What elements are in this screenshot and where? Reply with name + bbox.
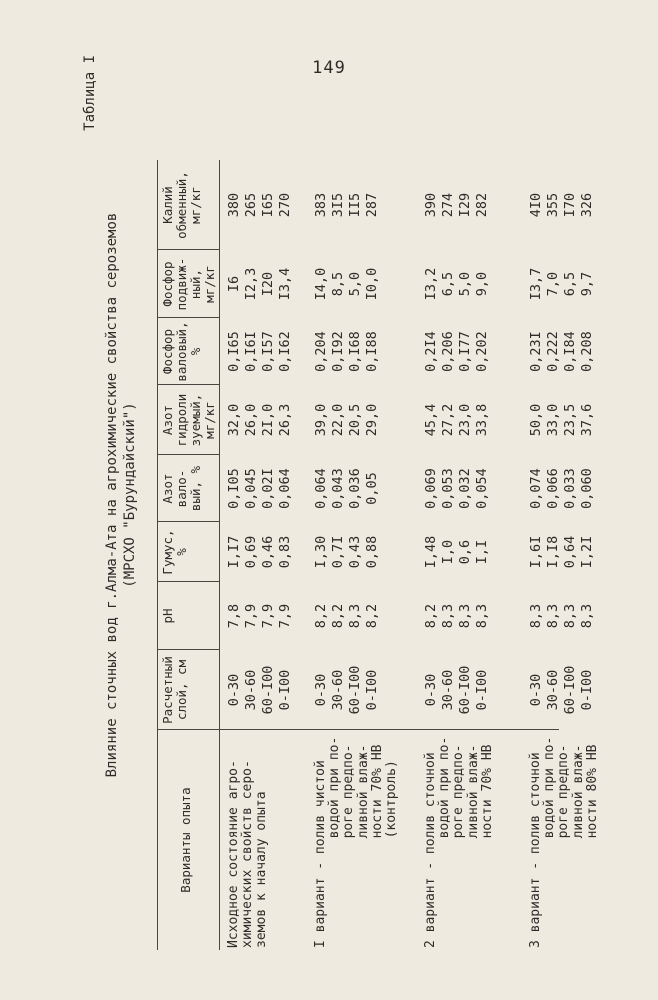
table-cell: 0,83	[277, 535, 293, 569]
table-cell: 8,3	[545, 603, 561, 629]
variant-label: 2 вариант - полив сточной водой при по- роге предпо- ливной влаж- ности 70% НВ	[423, 736, 495, 948]
table-cell: 32,0	[226, 403, 242, 437]
table-cell: 30-60	[330, 669, 346, 711]
table-cell: 265	[243, 192, 259, 218]
table-cell: I70	[562, 192, 578, 218]
table-cell: 0,I68	[347, 331, 363, 372]
table-cell: 50,0	[528, 403, 544, 437]
table-cell: 60-I00	[562, 665, 578, 715]
table-cell: 0,7I	[330, 535, 346, 569]
table-cell: I0,0	[364, 267, 380, 301]
table-cell: 0,202	[474, 331, 490, 372]
table-cell: 8,3	[562, 603, 578, 629]
table-cell: 8,2	[330, 603, 346, 629]
table-cell: 8,3	[457, 603, 473, 629]
table-cell: I,I	[474, 539, 490, 565]
data-table	[157, 40, 600, 950]
table-label: Таблица I	[82, 55, 98, 131]
table-cell: 33,0	[545, 403, 561, 437]
table-cell: I,48	[423, 535, 439, 569]
table-cell: 0,05	[364, 472, 380, 505]
table-cell: 23,5	[562, 403, 578, 437]
table-cell: 0,I05	[226, 468, 242, 509]
table-cell: I4,0	[313, 267, 329, 301]
table-cell: 9,0	[474, 271, 490, 297]
table-cell: 7,0	[545, 271, 561, 297]
column-header: Калий обменный, мг/кг	[160, 171, 203, 239]
column-header: Азот вало- вый, %	[160, 465, 203, 512]
table-cell: 0,204	[313, 331, 329, 372]
table-cell: 8,3	[347, 603, 363, 629]
table-cell: 5,0	[347, 271, 363, 297]
table-cell: 0,64	[562, 535, 578, 569]
table-cell: 0,222	[545, 331, 561, 372]
table-cell: 383	[313, 192, 329, 218]
table-cell: 20,5	[347, 403, 363, 437]
table-cell: I20	[260, 271, 276, 297]
table-cell: 7,9	[260, 603, 276, 629]
table-cell: 7,9	[277, 603, 293, 629]
table-cell: 0,I57	[260, 331, 276, 372]
variant-label: I вариант - полив чистой водой при по- роге предпо- ливной влаж- ности 70% НВ (контроль)	[313, 736, 400, 948]
table-cell: 22,0	[330, 403, 346, 437]
table-cell: I3,2	[423, 267, 439, 301]
table-cell: 45,4	[423, 403, 439, 437]
table-cell: 30-60	[243, 669, 259, 711]
table-cell: 39,0	[313, 403, 329, 437]
table-cell: 29,0	[364, 403, 380, 437]
table-cell: 0,066	[545, 468, 561, 509]
table-cell: I,6I	[528, 535, 544, 569]
table-cell: 0,064	[277, 468, 293, 509]
table-cell: 0,060	[579, 468, 595, 509]
table-cell: 355	[545, 192, 561, 218]
table-cell: 23,0	[457, 403, 473, 437]
table-cell: I2,3	[243, 267, 259, 301]
table-cell: 0,043	[330, 468, 346, 509]
table-cell: 0,069	[423, 468, 439, 509]
table-cell: 0-30	[528, 673, 544, 707]
table-cell: 0,206	[440, 331, 456, 372]
table-cell: 33,8	[474, 403, 490, 437]
table-cell: 30-60	[440, 669, 456, 711]
table-cell: 0,23I	[528, 331, 544, 372]
table-title: Влияние сточных вод г.Алма-Ата на агрохимические свойства сероземов	[104, 212, 120, 778]
table-cell: 8,3	[579, 603, 595, 629]
table-cell: 0,053	[440, 468, 456, 509]
table-cell: 0,036	[347, 468, 363, 509]
table-cell: 270	[277, 192, 293, 218]
table-cell: 0,045	[243, 468, 259, 509]
table-cell: I,0	[440, 539, 456, 565]
table-cell: 380	[226, 192, 242, 218]
column-header: Азот гидроли зуемый, мг/кг	[160, 393, 217, 447]
table-cell: 8,5	[330, 271, 346, 297]
table-cell: 0,88	[364, 535, 380, 569]
table-cell: I,2I	[579, 535, 595, 569]
table-cell: I,I8	[545, 535, 561, 569]
table-cell: 4I0	[528, 192, 544, 218]
table-cell: 3I5	[330, 192, 346, 218]
table-cell: 6,5	[562, 271, 578, 297]
table-cell: 0,I92	[330, 331, 346, 372]
table-cell: 8,2	[423, 603, 439, 629]
table-cell: 60-I00	[260, 665, 276, 715]
table-cell: 60-I00	[347, 665, 363, 715]
column-header: Варианты опыта	[178, 787, 193, 893]
table-cell: I,30	[313, 535, 329, 569]
page-number: 149	[312, 58, 346, 78]
column-header: pH	[160, 608, 175, 624]
table-cell: 0,I77	[457, 331, 473, 372]
table-cell: 9,7	[579, 271, 595, 297]
table-cell: II5	[347, 192, 363, 218]
table-cell: I65	[260, 192, 276, 218]
table-cell: 287	[364, 192, 380, 218]
table-cell: 8,2	[364, 603, 380, 629]
table-cell: 0-30	[226, 673, 242, 707]
table-cell: 8,3	[440, 603, 456, 629]
table-cell: 0,033	[562, 468, 578, 509]
table-cell: 27,2	[440, 403, 456, 437]
table-cell: 0,032	[457, 468, 473, 509]
table-cell: 0-30	[423, 673, 439, 707]
table-cell: 0-I00	[277, 669, 293, 711]
table-cell: 2I,0	[260, 403, 276, 437]
rotated-table-page	[75, 30, 600, 960]
table-cell: 5,0	[457, 271, 473, 297]
table-cell: 274	[440, 192, 456, 218]
table-cell: I3,4	[277, 267, 293, 301]
header-bottom-rule	[219, 160, 220, 950]
table-cell: 326	[579, 192, 595, 218]
table-cell: 0,074	[528, 468, 544, 509]
table-subtitle: (МРСХО "Бурундайский")	[122, 402, 138, 588]
table-cell: 26,3	[277, 403, 293, 437]
column-header: Фосфор вaловый, %	[160, 321, 203, 382]
table-cell: 26,0	[243, 403, 259, 437]
table-cell: 0,6	[457, 539, 473, 565]
table-cell: 60-I00	[457, 665, 473, 715]
table-cell: I,I7	[226, 535, 242, 569]
table-cell: 0,2I4	[423, 331, 439, 372]
table-cell: 8,3	[528, 603, 544, 629]
table-cell: 0,I84	[562, 331, 578, 372]
table-cell: I3,7	[528, 267, 544, 301]
table-cell: I6	[226, 275, 242, 293]
column-header: Фосфор подвиж- ный, мг/кг	[160, 257, 217, 311]
table-cell: 8,3	[474, 603, 490, 629]
table-cell: 0,02I	[260, 468, 276, 509]
variant-label: 3 вариант - полив сточной водой при по- роге предпо- ливной влаж- ности 80% НВ	[528, 736, 600, 948]
table-cell: 7,8	[226, 603, 242, 629]
table-cell: 0,064	[313, 468, 329, 509]
table-cell: 30-60	[545, 669, 561, 711]
table-cell: 0,43	[347, 535, 363, 569]
table-cell: 0,I6I	[243, 331, 259, 372]
table-cell: 282	[474, 192, 490, 218]
table-cell: 37,6	[579, 403, 595, 437]
table-cell: I29	[457, 192, 473, 218]
table-cell: 390	[423, 192, 439, 218]
table-cell: 0-30	[313, 673, 329, 707]
table-cell: 0-I00	[579, 669, 595, 711]
table-cell: 0,46	[260, 535, 276, 569]
table-cell: 0,208	[579, 331, 595, 372]
table-cell: 6,5	[440, 271, 456, 297]
table-cell: 8,2	[313, 603, 329, 629]
column-header: Гумус, %	[160, 529, 189, 575]
variant-label: Исходное состояние агро- химических свойств серо- земов к началу опыта	[226, 760, 270, 948]
table-cell: 0,I62	[277, 331, 293, 372]
table-cell: 0,I88	[364, 331, 380, 372]
table-cell: 0-I00	[474, 669, 490, 711]
column-header: Расчетный слой, см	[160, 656, 189, 724]
table-cell: 0,69	[243, 535, 259, 569]
table-cell: 0-I00	[364, 669, 380, 711]
table-cell: 0,054	[474, 468, 490, 509]
table-cell: 0,I65	[226, 331, 242, 372]
table-cell: 7,9	[243, 603, 259, 629]
